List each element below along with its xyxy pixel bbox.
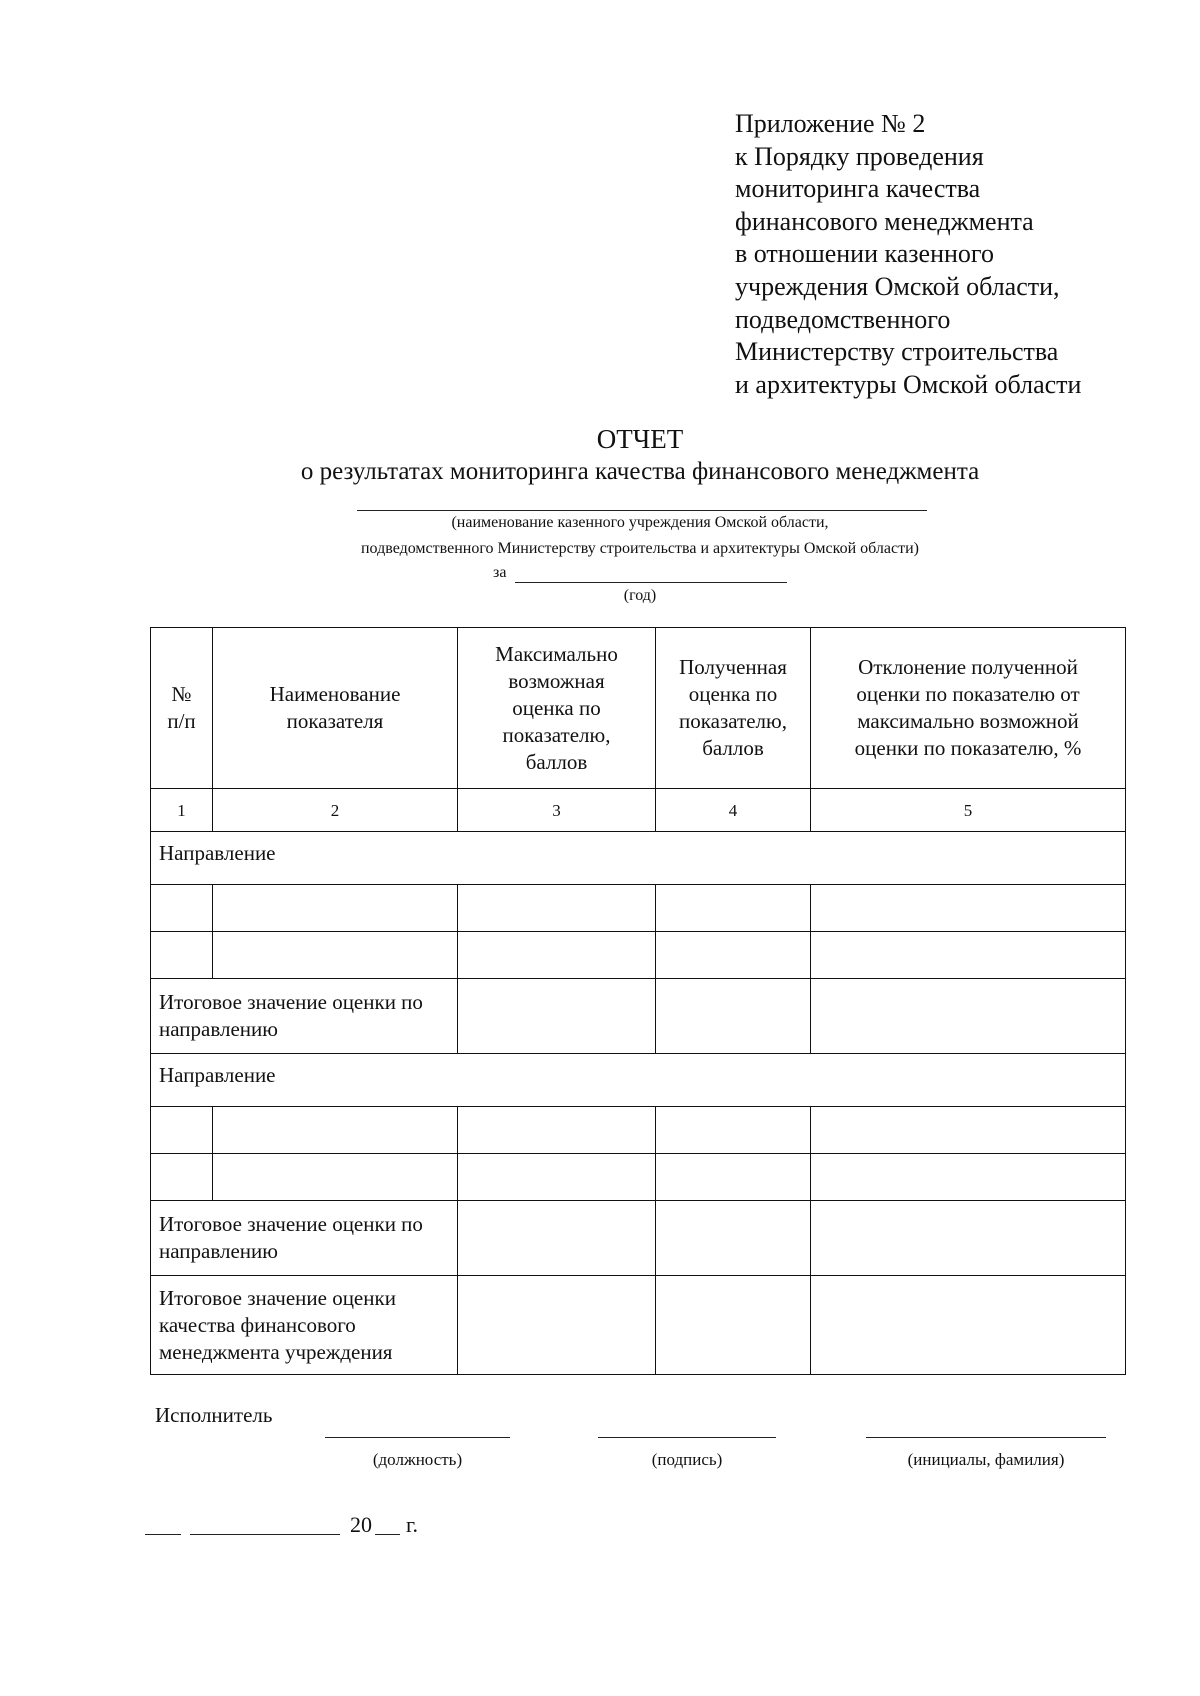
table-cell — [656, 1276, 811, 1375]
date-month-line — [190, 1534, 340, 1535]
table-cell — [811, 1154, 1126, 1201]
table-cell — [656, 1201, 811, 1276]
table-cell — [151, 885, 213, 932]
institution-hint-1: (наименование казенного учреждения Омской области, — [451, 514, 829, 531]
direction-row — [151, 832, 1126, 885]
column-number: 1 — [151, 789, 213, 832]
header-row — [151, 628, 1126, 789]
date-year-prefix: 20 — [350, 1512, 372, 1537]
period-prefix: за — [493, 564, 507, 581]
direction-total-row — [151, 1201, 1126, 1276]
table-cell — [213, 1107, 458, 1154]
direction-total-row — [151, 979, 1126, 1054]
appendix-line: финансового менеджмента — [735, 206, 1034, 236]
header-max-score: Максимально возможная оценка по показателю, баллов — [458, 628, 656, 789]
table-cell — [811, 1201, 1126, 1276]
date-year-line — [375, 1534, 400, 1535]
table-cell — [151, 932, 213, 979]
table-cell — [656, 885, 811, 932]
table-row — [151, 885, 1126, 932]
table-row — [151, 1107, 1126, 1154]
table-cell — [656, 979, 811, 1054]
appendix-line: в отношении казенного — [735, 239, 994, 269]
table-row — [151, 1154, 1126, 1201]
signature-caption: (подпись) — [651, 1450, 723, 1469]
column-number: 3 — [458, 789, 656, 832]
direction-total-label: Итоговое значение оценки по направлению — [151, 979, 458, 1054]
table-cell — [458, 932, 656, 979]
position-line — [325, 1437, 510, 1438]
report-table — [150, 627, 1126, 1375]
table-cell — [213, 1154, 458, 1201]
table-cell — [656, 1107, 811, 1154]
direction-label: Направление — [151, 832, 1126, 885]
table-cell — [458, 979, 656, 1054]
direction-label: Направление — [151, 1054, 1126, 1107]
header-indicator-name: Наименование показателя — [213, 628, 458, 789]
table-cell — [458, 1201, 656, 1276]
position-caption: (должность) — [372, 1450, 463, 1469]
direction-row — [151, 1054, 1126, 1107]
appendix-line: мониторинга качества — [735, 174, 981, 204]
table-cell — [811, 979, 1126, 1054]
appendix-line: Приложение № 2 — [735, 109, 926, 138]
year-hint: (год) — [623, 587, 657, 604]
table-cell — [811, 932, 1126, 979]
name-caption: (инициалы, фамилия) — [907, 1450, 1065, 1469]
institution-hint-2: подведомственного Министерству строительства и архитектуры Омской области) — [360, 540, 919, 557]
date-year-suffix: г. — [406, 1512, 419, 1537]
column-number: 2 — [213, 789, 458, 832]
grand-total-label: Итоговое значение оценки качества финансового менеджмента учреждения — [151, 1276, 458, 1375]
appendix-line: и архитектуры Омской области — [735, 369, 1082, 399]
table-cell — [811, 1107, 1126, 1154]
report-title: ОТЧЕТ — [596, 424, 684, 454]
table-cell — [656, 1154, 811, 1201]
year-line — [515, 582, 787, 583]
appendix-line: подведомственного — [735, 304, 951, 334]
name-line — [866, 1437, 1106, 1438]
institution-name-line — [357, 510, 927, 511]
direction-total-label: Итоговое значение оценки по направлению — [151, 1201, 458, 1276]
report-subtitle: о результатах мониторинга качества финансового менеджмента — [300, 458, 980, 485]
header-deviation: Отклонение полученной оценки по показателю от максимально возможной оценки по показателю, % — [811, 628, 1126, 789]
table-cell — [811, 1276, 1126, 1375]
date-day-line — [145, 1534, 181, 1535]
table-cell — [213, 932, 458, 979]
appendix-block — [735, 108, 1175, 401]
table-cell — [213, 885, 458, 932]
header-received-score: Полученная оценка по показателю, баллов — [656, 628, 811, 789]
executor-label: Исполнитель — [155, 1403, 273, 1427]
appendix-line: к Порядку проведения — [735, 141, 984, 171]
table-cell — [458, 1107, 656, 1154]
header-number: № п/п — [151, 628, 213, 789]
table-cell — [151, 1107, 213, 1154]
column-numbers-row — [151, 789, 1126, 832]
table-cell — [458, 1276, 656, 1375]
appendix-line: учреждения Омской области, — [735, 271, 1060, 301]
grand-total-row — [151, 1276, 1126, 1375]
table-row — [151, 932, 1126, 979]
table-cell — [811, 885, 1126, 932]
table-cell — [458, 885, 656, 932]
table-cell — [151, 1154, 213, 1201]
column-number: 4 — [656, 789, 811, 832]
column-number: 5 — [811, 789, 1126, 832]
signature-line — [598, 1437, 776, 1438]
appendix-line: Министерству строительства — [735, 337, 1059, 367]
table-cell — [458, 1154, 656, 1201]
table-cell — [656, 932, 811, 979]
